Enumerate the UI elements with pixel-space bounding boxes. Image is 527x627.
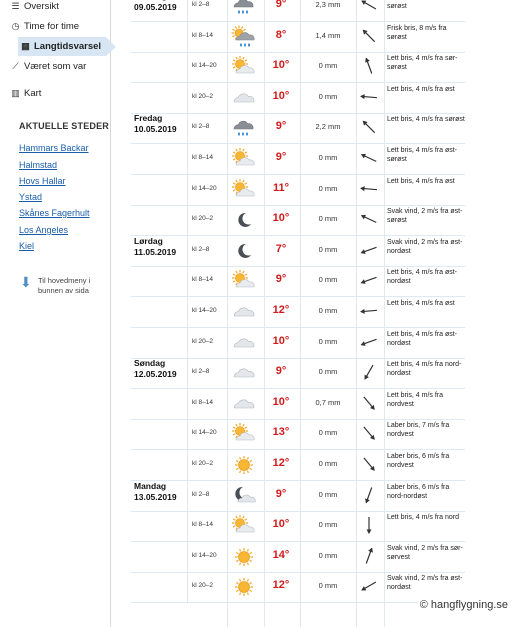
forecast-row: [131, 235, 465, 267]
nav-kart[interactable]: [10, 84, 110, 103]
weather-icon-cell: [230, 117, 258, 139]
column-divider: [300, 0, 301, 627]
clock-icon: ◷: [11, 21, 20, 31]
wind-description: sørøst: [387, 3, 407, 10]
place-link[interactable]: Los Angeles: [19, 225, 69, 235]
day-cell: [131, 571, 186, 602]
wind-arrow-cell: [359, 179, 379, 199]
nav-label: Time for time: [24, 21, 80, 32]
weather-icon-cell: [230, 179, 258, 201]
precipitation: 0 mm: [318, 550, 338, 560]
temperature: 10°: [272, 89, 290, 102]
forecast-row: [131, 510, 465, 542]
weather-icon-cell: [230, 515, 258, 537]
temperature: 14°: [272, 548, 290, 561]
day-cell: [131, 388, 186, 419]
wind-description: Laber bris, 7 m/s fra nordvest: [387, 422, 450, 439]
temperature: 12°: [272, 457, 290, 469]
period-label: kl 20–2: [192, 337, 213, 345]
wind-description: Lett bris, 4 m/s fra øst: [387, 177, 455, 185]
day-cell: [131, 327, 186, 358]
temperature: 9°: [275, 120, 287, 133]
day-cell: [131, 541, 186, 572]
nav-label: Langtidsvarsel: [34, 41, 102, 52]
sun-icon: [230, 454, 258, 476]
wind-arrow-cell: [359, 515, 379, 535]
temperature: 10°: [272, 518, 290, 531]
day-cell: [131, 357, 186, 388]
precipitation: 0 mm: [318, 61, 338, 71]
weather-icon-cell: [230, 26, 258, 48]
day-cell: [131, 418, 186, 449]
precipitation: 0 mm: [318, 581, 338, 591]
precipitation: 0 mm: [318, 214, 338, 224]
wind-arrow-cell: [359, 270, 379, 290]
rain-icon: [230, 117, 258, 139]
period-label: kl 2–8: [192, 245, 210, 253]
sun-cloud-icon: [230, 179, 258, 201]
period-label: kl 2–8: [192, 368, 210, 376]
weather-icon-cell: [230, 148, 258, 170]
wind-arrow-icon: [359, 87, 379, 107]
wind-arrow-icon: [359, 0, 379, 15]
wind-description: Lett bris, 4 m/s fra nordvest: [387, 391, 444, 408]
forecast-row: [131, 265, 465, 297]
wind-arrow-icon: [359, 270, 379, 290]
wind-description: Svak vind, 2 m/s fra øst-nordøst: [387, 238, 463, 255]
precipitation: 0 mm: [318, 153, 338, 162]
period-label: kl 14–20: [192, 184, 217, 192]
temperature: 8°: [275, 28, 287, 41]
wind-description: Lett bris, 4 m/s fra øst-nordøst: [387, 269, 458, 286]
precipitation: 0 mm: [318, 367, 338, 377]
column-divider: [227, 0, 228, 627]
forecast-row: [131, 480, 465, 512]
day-date: 12.05.2019: [134, 369, 177, 380]
precipitation: 0 mm: [318, 244, 338, 254]
wind-arrow-cell: [359, 423, 379, 443]
column-divider: [264, 0, 265, 627]
weather-icon-cell: [230, 56, 258, 78]
forecast-row: [131, 418, 465, 450]
place-link[interactable]: Skånes Fagerhult: [19, 208, 90, 218]
wind-description: Lett bris, 4 m/s fra sør-sørøst: [387, 55, 458, 72]
wind-arrow-cell: [359, 56, 379, 76]
forecast-row: [131, 388, 465, 420]
sun-icon: [230, 546, 258, 568]
temperature: 12°: [272, 579, 290, 592]
temperature: 10°: [272, 334, 290, 347]
nav-vaeret-som-var[interactable]: [10, 57, 110, 76]
day-cell: [131, 0, 186, 21]
wind-arrow-cell: [359, 393, 379, 413]
forecast-row: [131, 571, 465, 603]
weather-icon-cell: [230, 332, 258, 354]
temperature: 10°: [272, 212, 290, 225]
wind-arrow-cell: [359, 117, 379, 137]
day-cell: [131, 82, 186, 113]
forecast-row: [131, 21, 465, 53]
rain-icon: [230, 0, 258, 17]
wind-arrow-icon: [359, 393, 379, 413]
period-label: kl 14–20: [192, 551, 217, 559]
watermark: © hangflygning.se: [419, 599, 508, 611]
place-link[interactable]: Ystad: [19, 192, 43, 202]
wind-arrow-cell: [359, 454, 379, 474]
period-label: kl 14–20: [192, 307, 217, 314]
chart-line-icon: ⟋: [12, 61, 19, 71]
temperature: 9°: [275, 0, 287, 10]
precipitation: 1,4 mm: [315, 30, 341, 40]
forecast-row: [131, 143, 465, 175]
period-label: kl 8–14: [192, 154, 213, 161]
wind-description: Lett bris, 4 m/s fra nord-nordøst: [387, 361, 462, 378]
nav-label: Været som var: [24, 61, 87, 72]
moon-icon: [230, 209, 258, 231]
weather-icon-cell: [230, 393, 258, 415]
wind-arrow-icon: [359, 179, 379, 199]
day-cell: [131, 143, 186, 174]
precipitation: 0 mm: [318, 459, 338, 468]
wind-arrow-icon: [359, 332, 379, 352]
moon-icon: [230, 240, 258, 262]
wind-arrow-cell: [359, 332, 379, 352]
temperature: 9°: [275, 273, 287, 286]
forecast-row: [131, 449, 465, 481]
weather-icon-cell: [230, 270, 258, 292]
temperature: 9°: [275, 487, 287, 500]
weather-icon-cell: [230, 423, 258, 445]
day-name: Lørdag: [134, 235, 163, 246]
weather-icon-cell: [230, 362, 258, 384]
temperature: 11°: [272, 181, 290, 194]
period-label: kl 14–20: [192, 62, 217, 70]
wind-arrow-icon: [359, 485, 379, 505]
day-date: 09.05.2019: [134, 2, 177, 12]
wind-arrow-icon: [359, 56, 379, 76]
temperature: 12°: [272, 304, 290, 316]
wind-arrow-cell: [359, 148, 379, 168]
nav-langtidsvarsel[interactable]: [18, 37, 106, 56]
wind-arrow-icon: [359, 576, 379, 596]
weather-icon-cell: [230, 454, 258, 476]
forecast-row: [131, 204, 465, 236]
forecast-row: [131, 51, 465, 83]
temperature: 10°: [272, 59, 290, 72]
forecast-table: [131, 0, 465, 627]
precipitation: 0 mm: [318, 91, 338, 101]
place-link[interactable]: Kiel: [19, 241, 35, 251]
sun-cloud-icon: [230, 515, 258, 537]
precipitation: 0 mm: [318, 336, 338, 346]
cloud-icon: [230, 332, 258, 354]
sun-icon: [230, 576, 258, 598]
day-cell: [131, 21, 186, 52]
precipitation: 0 mm: [318, 428, 338, 438]
weather-icon-cell: [230, 546, 258, 568]
period-label: kl 8–14: [192, 521, 213, 529]
period-label: kl 2–8: [192, 123, 210, 131]
calendar-icon: ▦: [21, 41, 30, 51]
wind-description: Lett bris, 4 m/s fra nord: [387, 514, 459, 522]
temperature: 9°: [275, 365, 287, 378]
forecast-row: [131, 0, 465, 22]
forecast-row: [131, 174, 465, 206]
wind-arrow-icon: [359, 546, 379, 566]
sidebar: [0, 0, 111, 627]
day-name: [134, 0, 167, 1]
wind-description: Lett bris, 4 m/s fra sørøst: [387, 116, 465, 124]
nav-label: Oversikt: [24, 1, 59, 12]
wind-arrow-icon: [359, 117, 379, 137]
wind-arrow-cell: [359, 301, 379, 321]
day-name: Søndag: [134, 358, 166, 369]
wind-arrow-icon: [359, 301, 379, 321]
cloud-icon: [230, 393, 258, 415]
wind-arrow-cell: [359, 240, 379, 260]
temperature: 9°: [275, 151, 287, 163]
period-label: kl 2–8: [192, 1, 210, 8]
sun-cloud-rain-icon: [230, 26, 258, 48]
forecast-row: [131, 112, 465, 144]
wind-description: Lett bris, 4 m/s fra øst-nordøst: [387, 330, 458, 347]
day-cell: [131, 51, 186, 82]
day-cell: [131, 112, 186, 143]
day-cell: [131, 174, 186, 205]
forecast-row: [131, 541, 465, 573]
nav-oversikt[interactable]: [10, 0, 110, 16]
arrow-down-icon: ⬇: [20, 274, 32, 290]
sun-cloud-icon: [230, 148, 258, 170]
map-icon: ▥: [11, 88, 20, 98]
forecast-row: [131, 357, 465, 389]
period-label: kl 14–20: [192, 429, 217, 437]
place-link[interactable]: Halmstad: [19, 160, 58, 170]
wind-description: Lett bris, 4 m/s fra øst-sørøst: [387, 147, 458, 163]
day-date: 10.05.2019: [134, 124, 177, 135]
wind-arrow-cell: [359, 576, 379, 596]
wind-arrow-cell: [359, 0, 379, 15]
forecast-row: [131, 327, 465, 359]
precipitation: 0 mm: [318, 275, 338, 285]
wind-description: Laber bris, 6 m/s fra nord-nordøst: [387, 483, 450, 500]
day-cell: [131, 204, 186, 235]
period-label: kl 8–14: [192, 276, 213, 284]
wind-arrow-cell: [359, 26, 379, 46]
places-heading: AKTUELLE STEDER: [19, 121, 110, 131]
period-label: kl 8–14: [192, 31, 213, 39]
wind-description: Laber bris, 6 m/s fra nordvest: [387, 453, 450, 469]
day-date: 11.05.2019: [134, 246, 177, 257]
forecast-row: [131, 296, 465, 328]
wind-arrow-cell: [359, 209, 379, 229]
wind-description: Lett bris, 4 m/s fra øst: [387, 300, 455, 307]
weather-icon-cell: [230, 301, 258, 323]
cloud-icon: [230, 362, 258, 384]
moon-cloud-icon: [230, 485, 258, 507]
precipitation: 0 mm: [318, 306, 338, 315]
day-cell: [131, 296, 186, 327]
precipitation: 0 mm: [318, 520, 338, 530]
wind-arrow-icon: [359, 515, 379, 535]
precipitation: 0,7 mm: [315, 397, 341, 407]
wind-description: Svak vind, 2 m/s fra øst-sørøst: [387, 208, 463, 225]
temperature: 10°: [272, 395, 290, 408]
day-cell: [131, 480, 186, 511]
column-divider: [384, 0, 385, 627]
column-divider: [356, 0, 357, 627]
day-name: Mandag: [134, 480, 167, 491]
wind-arrow-icon: [359, 423, 379, 443]
day-name: Fredag: [134, 113, 163, 124]
day-date: 13.05.2019: [134, 491, 177, 502]
period-label: kl 20–2: [192, 92, 213, 100]
wind-arrow-cell: [359, 546, 379, 566]
sun-cloud-icon: [230, 270, 258, 292]
wind-description: Svak vind, 2 m/s fra øst-nordøst: [387, 575, 463, 592]
period-label: kl 20–2: [192, 215, 213, 223]
back-to-menu-label: Til hovedmeny i bunnen av sida: [38, 276, 91, 295]
nav-time-for-time[interactable]: [10, 17, 110, 36]
wind-arrow-icon: [359, 240, 379, 260]
period-label: kl 2–8: [192, 490, 210, 498]
cloud-icon: [230, 87, 258, 109]
day-cell: [131, 449, 186, 480]
sun-cloud-icon: [230, 423, 258, 445]
wind-arrow-icon: [359, 454, 379, 474]
wind-arrow-cell: [359, 362, 379, 382]
weather-icon-cell: [230, 0, 258, 17]
wind-description: Frisk bris, 8 m/s fra sørøst: [387, 24, 447, 41]
place-link[interactable]: Hammars Backar: [19, 143, 89, 153]
period-label: kl 20–2: [192, 460, 213, 467]
temperature: 7°: [275, 242, 287, 255]
weather-icon-cell: [230, 485, 258, 507]
period-label: kl 20–2: [192, 582, 213, 590]
weather-icon-cell: [230, 576, 258, 598]
day-cell: [131, 265, 186, 296]
precipitation: 0 mm: [318, 183, 338, 193]
cloud-icon: [230, 301, 258, 323]
wind-description: Svak vind, 2 m/s fra sør-sørvest: [387, 544, 463, 561]
day-cell: [131, 235, 186, 266]
forecast-row: [131, 82, 465, 114]
wind-arrow-icon: [359, 148, 379, 168]
temperature: 13°: [272, 426, 290, 439]
precipitation: 2,2 mm: [315, 122, 341, 132]
precipitation: 0 mm: [318, 489, 338, 499]
period-label: kl 8–14: [192, 398, 213, 406]
weather-icon-cell: [230, 240, 258, 262]
wind-description: Lett bris, 4 m/s fra øst: [387, 85, 455, 93]
nav-label: Kart: [24, 88, 42, 99]
wind-arrow-icon: [359, 362, 379, 382]
sun-cloud-icon: [230, 56, 258, 78]
wind-arrow-icon: [359, 209, 379, 229]
day-cell: [131, 510, 186, 541]
wind-arrow-cell: [359, 485, 379, 505]
precipitation: 2,3 mm: [315, 0, 341, 9]
wind-arrow-icon: [359, 26, 379, 46]
weather-icon-cell: [230, 87, 258, 109]
weather-icon-cell: [230, 209, 258, 231]
place-link[interactable]: Hovs Hallar: [19, 176, 66, 186]
list-icon: ☰: [11, 1, 20, 11]
wind-arrow-cell: [359, 87, 379, 107]
